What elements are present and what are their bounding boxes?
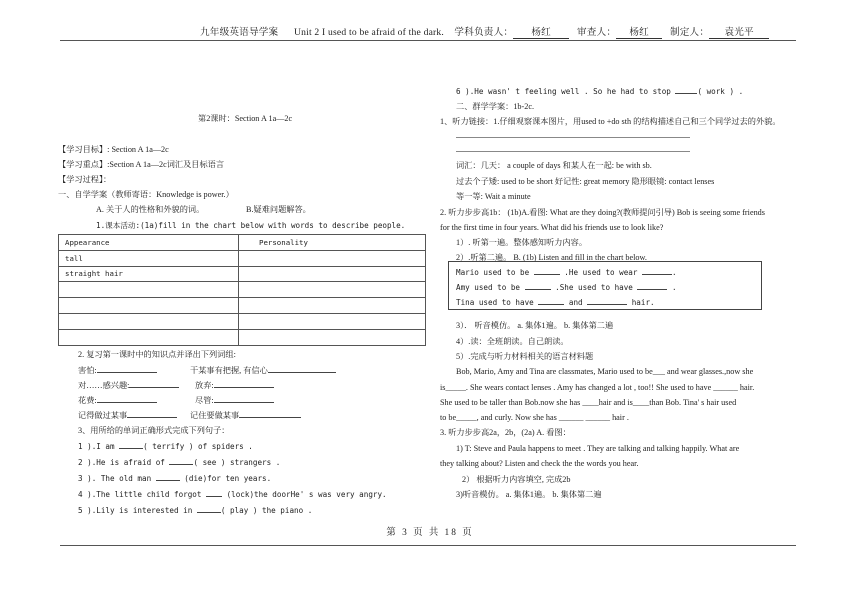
step-5: 5）.完成与听力材料相关的语言材料题 xyxy=(456,352,594,361)
table-cell: straight hair xyxy=(59,266,239,282)
answer-blank[interactable] xyxy=(127,410,177,418)
task-3-line: 1) T: Steve and Paula happens to meet . They are talking and talking happily. What are xyxy=(456,444,740,453)
table-row xyxy=(59,282,426,298)
table-cell xyxy=(239,250,426,266)
table-cell xyxy=(239,266,426,282)
answer-blank[interactable] xyxy=(206,489,222,497)
sentence-item: 2 ).He is afraid of ( see ) strangers . xyxy=(78,458,281,467)
footer-divider xyxy=(60,545,796,546)
box-line: Mario used to be .He used to wear . xyxy=(456,268,677,277)
table-row xyxy=(59,313,426,329)
lead-label: 学科负责人： xyxy=(454,27,514,38)
table-cell xyxy=(239,282,426,298)
table-cell xyxy=(59,313,239,329)
table-cell xyxy=(239,329,426,345)
answer-blank[interactable] xyxy=(239,410,301,418)
answer-blank[interactable] xyxy=(587,297,627,305)
table-cell xyxy=(239,313,426,329)
answer-blank[interactable] xyxy=(642,267,672,275)
step-2: 2）.听第二遍。 B. (1b) Listen and fill in the chart below. xyxy=(456,253,647,262)
table-row xyxy=(59,329,426,345)
table-cell xyxy=(239,298,426,314)
page-number: 第 3 页 共 18 页 xyxy=(386,528,474,538)
review-title: 2. 复习第一课时中的知识点并译出下列词组: xyxy=(78,350,236,359)
phrase-item: 干某事有把握, 有信心 xyxy=(190,365,336,376)
box-line: Tina used to have and hair. xyxy=(456,298,655,307)
answer-blank[interactable] xyxy=(675,86,697,94)
lesson-title: 第2课时：Section A 1a—2c xyxy=(198,114,293,123)
header-personality: Personality xyxy=(239,235,426,251)
answer-blank[interactable] xyxy=(214,380,274,388)
header-appearance: Appearance xyxy=(59,235,239,251)
passage-line: Bob, Mario, Amy and Tina are classmates, Mario used to be___ and wear glasses.,now she xyxy=(456,367,754,376)
listening-link: 1、听力链接：1.仔细观察课本图片，用used to +do sth 的结构描述自己和三个同学过去的外貌。 xyxy=(440,117,781,126)
reviewer-label: 审查人： xyxy=(576,27,617,38)
sentence-item: 1 ).I am ( terrify ) of spiders . xyxy=(78,442,253,451)
option-b: B.疑难问题解答。 xyxy=(246,205,311,214)
maker-label: 制定人： xyxy=(669,27,710,38)
answer-blank[interactable] xyxy=(534,267,560,275)
vocabulary-line: 过去个子矮: used to be short 好记性: great memory 隐形眼镜: contact lenses xyxy=(456,177,715,186)
answer-blank[interactable] xyxy=(97,365,157,373)
answer-blank[interactable] xyxy=(156,473,180,481)
task-3-line: they talking about? Listen and check the the words you hear. xyxy=(440,459,639,468)
vocabulary-line: 等一等: Wait a minute xyxy=(456,192,531,201)
passage-line: to be_____, and curly. Now she has ______ ______ hair . xyxy=(440,413,629,422)
phrase-item: 放弃: xyxy=(195,380,274,391)
table-row xyxy=(59,235,426,251)
table-row xyxy=(59,250,426,266)
step-4: 4）.读：全班朗读。自己朗读。 xyxy=(456,337,569,346)
task-2-line: 2. 听力步步高1b： (1b)A.看图: What are they doing?(教师提问引导) Bob is seeing some friends xyxy=(440,208,765,217)
answer-blank[interactable] xyxy=(197,505,221,513)
activity-1: 1.课本活动:(1a)fill in the chart below with words to describe people. xyxy=(96,221,406,230)
answer-blank[interactable] xyxy=(268,365,336,373)
answer-blank[interactable] xyxy=(169,457,193,465)
table-cell: tall xyxy=(59,250,239,266)
unit-title: Unit 2 I used to be afraid of the dark. xyxy=(293,27,445,38)
answer-blank[interactable] xyxy=(129,380,179,388)
answer-blank[interactable] xyxy=(214,395,274,403)
maker-name: 袁光平 xyxy=(709,24,769,39)
option-a: A. 关于人的性格和外貌的词。 xyxy=(96,205,205,214)
task-2-line: for the first time in four years. What did his friends use to look like? xyxy=(440,223,664,232)
reviewer-name: 杨红 xyxy=(616,24,662,39)
table-cell xyxy=(59,282,239,298)
task-3-title: 3. 听力步步高2a，2b，(2a) A. 看图： xyxy=(440,428,571,437)
sentence-6: 6 ).He wasn' t feeling well . So he had to stop ( work ) . xyxy=(456,87,744,96)
answer-blank[interactable] xyxy=(525,282,551,290)
phrase-item: 记得做过某事 xyxy=(78,410,177,421)
lead-name: 杨红 xyxy=(513,24,569,39)
phrase-item: 尽管: xyxy=(195,395,274,406)
describe-people-chart xyxy=(58,234,426,346)
learning-process: 【学习过程】： xyxy=(58,175,112,184)
phrase-item: 记住要做某事 xyxy=(190,410,301,421)
answer-blank[interactable] xyxy=(538,297,564,305)
step-3: 3）． 听音模仿。 a. 集体1遍。 b. 集体第二遍 xyxy=(456,321,614,330)
sentence-item: 4 ).The little child forgot (lock)the doorHe' s was very angry. xyxy=(78,490,387,499)
learning-objective: 【学习目标】: Section A 1a—2c xyxy=(58,145,169,154)
answer-blank[interactable] xyxy=(637,282,667,290)
table-cell xyxy=(59,329,239,345)
group-study-title: 二、群学学案：1b-2c. xyxy=(456,102,535,111)
box-line: Amy used to be .She used to have . xyxy=(456,283,677,292)
table-row xyxy=(59,298,426,314)
phrase-item: 花费: xyxy=(78,395,157,406)
writing-line[interactable] xyxy=(456,151,690,152)
writing-line[interactable] xyxy=(456,137,690,138)
learning-key-points: 【学习重点】:Section A 1a—2c词汇及目标语言 xyxy=(58,160,225,169)
header-divider xyxy=(60,40,796,41)
answer-blank[interactable] xyxy=(119,441,143,449)
task-3-step-2: 2） 根据听力内容填空, 完成2b xyxy=(462,475,571,484)
passage-line: She used to be taller than Bob.now she has ____hair and is____than Bob. Tina' s hair used xyxy=(440,398,737,407)
fill-title: 3、用所给的单词正确形式完成下列句子： xyxy=(78,426,230,435)
page-header xyxy=(200,24,769,39)
self-study-title: 一、自学学案（教师寄语：Knowledge is power.） xyxy=(58,190,234,199)
phrase-item: 对……感兴趣: xyxy=(78,380,179,391)
grade-title: 九年级英语导学案 xyxy=(200,27,279,38)
sentence-item: 5 ).Lily is interested in ( play ) the piano . xyxy=(78,506,313,515)
table-cell xyxy=(59,298,239,314)
task-3-step-3: 3)听音模仿。 a. 集体1遍。 b. 集体第二遍 xyxy=(456,490,602,499)
phrase-item: 害怕: xyxy=(78,365,157,376)
vocabulary-line: 词汇：几天： a couple of days 和某人在一起: be with sb. xyxy=(456,161,652,170)
table-row xyxy=(59,266,426,282)
passage-line: is_____. She wears contact lenses . Amy has changed a lot , too!! She used to have ______ hair. xyxy=(440,383,755,392)
sentence-item: 3 ). The old man (die)for ten years. xyxy=(78,474,272,483)
step-1: 1）. 听第一遍。整体感知听力内容。 xyxy=(456,238,588,247)
answer-blank[interactable] xyxy=(97,395,157,403)
